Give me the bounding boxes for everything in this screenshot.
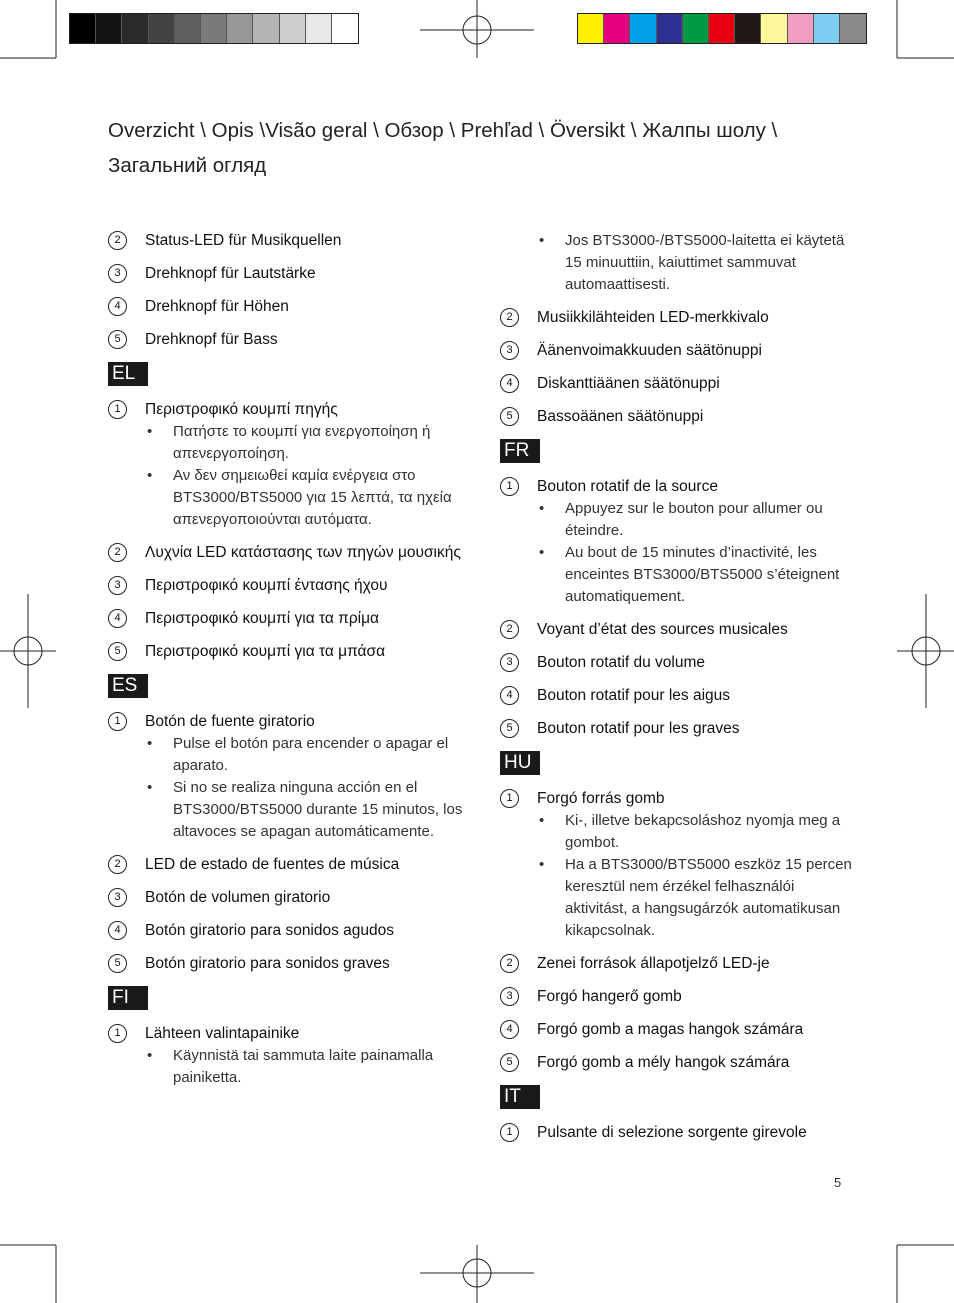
item-number: 5 — [500, 1053, 519, 1072]
item-text: Bassoäänen säätönuppi — [537, 408, 704, 425]
language-label-es: ES — [108, 674, 148, 698]
item-text: Äänenvoimakkuuden säätönuppi — [537, 342, 762, 359]
list-item — [500, 307, 860, 329]
color-swatch — [840, 14, 866, 43]
item-text: Forgó forrás gomb — [537, 790, 665, 807]
language-label-hu: HU — [500, 751, 540, 775]
list-item — [500, 652, 860, 674]
list-item — [500, 230, 860, 296]
bullet-list — [537, 810, 860, 942]
item-text: Forgó gomb a magas hangok számára — [537, 1021, 804, 1038]
gray-swatch — [306, 14, 332, 43]
bullet-list — [145, 421, 468, 531]
gray-swatch — [332, 14, 358, 43]
item-number: 2 — [500, 620, 519, 639]
list-item — [500, 986, 860, 1008]
item-text: Περιστροφικό κουμπί έντασης ήχου — [145, 577, 388, 594]
page-number: 5 — [834, 1175, 842, 1190]
bullet-list — [537, 230, 860, 296]
bullet-item: • Αν δεν σημειωθεί καμία ενέργεια στο BTS3000/BTS5000 για 15 λεπτά, τα ηχεία απενεργοποιούνται αυτόματα. — [145, 465, 468, 531]
color-swatch — [735, 14, 761, 43]
item-number: 5 — [500, 407, 519, 426]
item-number: 3 — [500, 653, 519, 672]
list-item — [108, 887, 468, 909]
item-number: 2 — [108, 231, 127, 250]
gray-swatch — [96, 14, 122, 43]
item-number: 3 — [108, 888, 127, 907]
list-item — [108, 263, 468, 285]
item-text: Botón de fuente giratorio — [145, 713, 315, 730]
bullet-item: • Ki-, illetve bekapcsoláshoz nyomja meg a gombot. — [537, 810, 860, 854]
list-item — [500, 718, 860, 740]
list-item — [108, 542, 468, 564]
color-swatch — [788, 14, 814, 43]
list-item — [500, 340, 860, 362]
item-text: LED de estado de fuentes de música — [145, 856, 400, 873]
list-item — [500, 685, 860, 707]
gray-swatch — [253, 14, 279, 43]
list-item — [500, 619, 860, 641]
item-text: Zenei források állapotjelző LED-je — [537, 955, 770, 972]
item-text: Diskanttiäänen säätönuppi — [537, 375, 720, 392]
gray-swatch — [70, 14, 96, 43]
item-text: Περιστροφικό κουμπί για τα πρίμα — [145, 610, 379, 627]
bullet-item: • Käynnistä tai sammuta laite painamalla painiketta. — [145, 1045, 468, 1089]
item-text: Botón de volumen giratorio — [145, 889, 331, 906]
item-number: 1 — [500, 477, 519, 496]
item-number: 2 — [108, 543, 127, 562]
bullet-item: • Appuyez sur le bouton pour allumer ou éteindre. — [537, 498, 860, 542]
language-label-it: IT — [500, 1085, 540, 1109]
item-number: 5 — [500, 719, 519, 738]
item-number: 3 — [108, 264, 127, 283]
item-text: Bouton rotatif de la source — [537, 478, 718, 495]
process-color-bar — [577, 13, 867, 44]
item-number: 2 — [500, 954, 519, 973]
gray-swatch — [201, 14, 227, 43]
color-swatch — [683, 14, 709, 43]
list-item — [108, 854, 468, 876]
bullet-list — [145, 1045, 468, 1089]
item-number: 5 — [108, 330, 127, 349]
item-text: Voyant d’état des sources musicales — [537, 621, 788, 638]
list-item — [500, 788, 860, 942]
color-swatch — [709, 14, 735, 43]
item-number: 4 — [108, 921, 127, 940]
item-text: Λυχνία LED κατάστασης των πηγών μουσικής — [145, 544, 461, 561]
list-item — [108, 1023, 468, 1089]
list-item — [108, 399, 468, 531]
list-item — [500, 1052, 860, 1074]
item-number: 4 — [108, 609, 127, 628]
language-label-fr: FR — [500, 439, 540, 463]
list-item — [500, 953, 860, 975]
page-title-line-1: Overzicht \ Opis \Visão geral \ Обзор \ Prehľad \ Översikt \ Жалпы шолу \ — [108, 119, 778, 142]
item-number: 3 — [500, 341, 519, 360]
item-text: Bouton rotatif pour les aigus — [537, 687, 731, 704]
language-label-fi: FI — [108, 986, 148, 1010]
item-number: 1 — [500, 1123, 519, 1142]
bullet-item: • Au bout de 15 minutes d’inactivité, les enceintes BTS3000/BTS5000 s’éteignent automatiquement. — [537, 542, 860, 608]
list-item — [108, 329, 468, 351]
item-text: Musiikkilähteiden LED-merkkivalo — [537, 309, 769, 326]
item-number: 1 — [108, 400, 127, 419]
item-number: 5 — [108, 954, 127, 973]
item-text: Forgó hangerő gomb — [537, 988, 682, 1005]
item-number: 2 — [108, 855, 127, 874]
left-column — [108, 230, 468, 1100]
bullet-item: • Ha a BTS3000/BTS5000 eszköz 15 percen keresztül nem érzékel felhasználói aktivitást, a hangsugárzók automatikusan kikapcsolnak. — [537, 854, 860, 942]
list-item — [108, 920, 468, 942]
item-text: Botón giratorio para sonidos agudos — [145, 922, 395, 939]
bullet-list — [537, 498, 860, 608]
grayscale-color-bar — [69, 13, 359, 44]
item-number: 1 — [108, 712, 127, 731]
item-number: 2 — [500, 308, 519, 327]
item-text: Drehknopf für Bass — [145, 331, 278, 348]
gray-swatch — [149, 14, 175, 43]
color-swatch — [814, 14, 840, 43]
list-item — [500, 476, 860, 608]
list-item — [108, 711, 468, 843]
page-title-line-2: Загальний огляд — [108, 154, 267, 177]
list-item — [500, 373, 860, 395]
bullet-item: • Jos BTS3000-/BTS5000-laitetta ei käytetä 15 minuuttiin, kaiuttimet sammuvat automaattisesti. — [537, 230, 860, 296]
color-swatch — [578, 14, 604, 43]
item-text: Drehknopf für Lautstärke — [145, 265, 316, 282]
item-number: 1 — [108, 1024, 127, 1043]
gray-swatch — [122, 14, 148, 43]
list-item — [108, 575, 468, 597]
list-item — [108, 296, 468, 318]
gray-swatch — [175, 14, 201, 43]
item-number: 1 — [500, 789, 519, 808]
language-label-el: EL — [108, 362, 148, 386]
item-number: 4 — [500, 1020, 519, 1039]
item-text: Bouton rotatif du volume — [537, 654, 706, 671]
list-item — [108, 641, 468, 663]
list-item — [108, 230, 468, 252]
item-number: 4 — [108, 297, 127, 316]
list-item — [500, 1122, 860, 1144]
item-text: Περιστροφικό κουμπί πηγής — [145, 401, 338, 418]
color-swatch — [604, 14, 630, 43]
item-text: Forgó gomb a mély hangok számára — [537, 1054, 790, 1071]
gray-swatch — [280, 14, 306, 43]
color-swatch — [657, 14, 683, 43]
item-number: 3 — [108, 576, 127, 595]
item-text: Lähteen valintapainike — [145, 1025, 300, 1042]
color-swatch — [630, 14, 656, 43]
item-text: Περιστροφικό κουμπί για τα μπάσα — [145, 643, 386, 660]
item-number: 3 — [500, 987, 519, 1006]
list-item — [108, 953, 468, 975]
item-number: 4 — [500, 686, 519, 705]
item-text: Pulsante di selezione sorgente girevole — [537, 1124, 807, 1141]
item-text: Botón giratorio para sonidos graves — [145, 955, 390, 972]
list-item — [108, 608, 468, 630]
list-item — [500, 406, 860, 428]
bullet-list — [145, 733, 468, 843]
color-swatch — [761, 14, 787, 43]
item-number: 5 — [108, 642, 127, 661]
item-text: Status-LED für Musikquellen — [145, 232, 342, 249]
item-text: Drehknopf für Höhen — [145, 298, 289, 315]
item-number: 4 — [500, 374, 519, 393]
bullet-item: • Pulse el botón para encender o apagar el aparato. — [145, 733, 468, 777]
page-title — [108, 113, 808, 183]
list-item — [500, 1019, 860, 1041]
gray-swatch — [227, 14, 253, 43]
bullet-item: • Si no se realiza ninguna acción en el BTS3000/BTS5000 durante 15 minutos, los altavoces se apagan automáticamente. — [145, 777, 468, 843]
bullet-item: • Πατήστε το κουμπί για ενεργοποίηση ή απενεργοποίηση. — [145, 421, 468, 465]
right-column — [500, 230, 860, 1155]
item-text: Bouton rotatif pour les graves — [537, 720, 740, 737]
